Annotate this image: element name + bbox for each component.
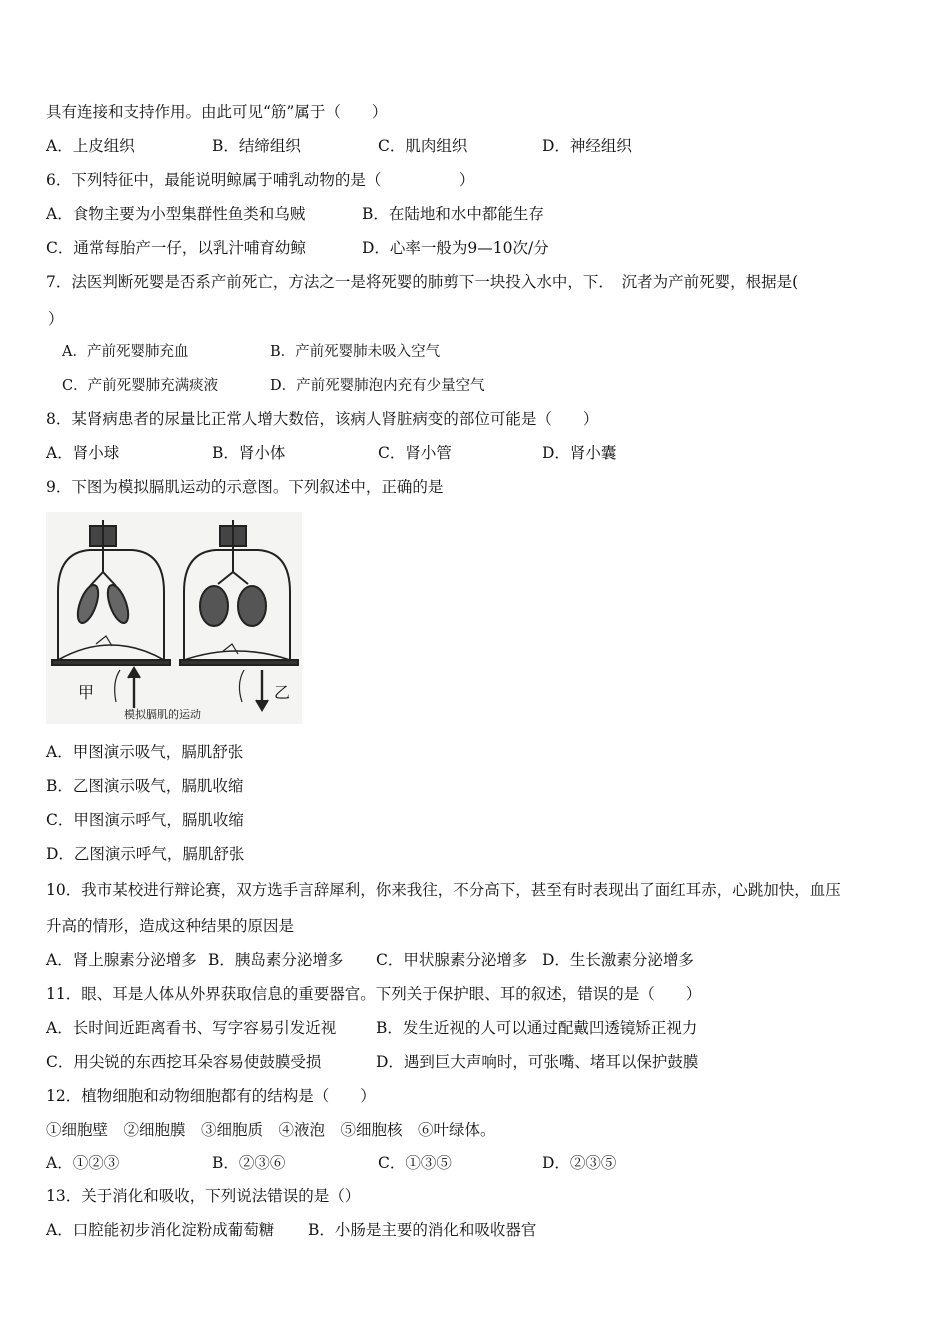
q6-stem: 6．下列特征中，最能说明鲸属于哺乳动物的是（ ）	[46, 171, 475, 189]
q9-stem: 9．下图为模拟膈肌运动的示意图。下列叙述中，正确的是	[46, 478, 444, 496]
q6-option-a: A．食物主要为小型集群性鱼类和乌贼	[46, 205, 306, 223]
figure-caption: 模拟膈肌的运动	[124, 708, 201, 721]
q10-option-b: B．胰岛素分泌增多	[208, 951, 344, 969]
q7-option-a: A．产前死婴肺充血	[62, 344, 189, 360]
q7-option-d: D．产前死婴肺泡内充有少量空气	[270, 378, 485, 394]
q9-option-a: A．甲图演示吸气，膈肌舒张	[46, 743, 244, 761]
q12-stem: 12．植物细胞和动物细胞都有的结构是（ ）	[46, 1087, 376, 1105]
q11-option-a: A．长时间近距离看书、写字容易引发近视	[46, 1019, 337, 1037]
q9-option-d: D．乙图演示呼气，膈肌舒张	[46, 845, 245, 863]
q9-option-b: B．乙图演示吸气，膈肌收缩	[46, 777, 244, 795]
q6-option-c: C．通常每胎产一仔，以乳汁哺育幼鲸	[46, 239, 306, 257]
q8-option-c: C．肾小管	[378, 444, 452, 462]
q7-option-c: C．产前死婴肺充满痰液	[62, 378, 219, 394]
q7-option-b: B．产前死婴肺未吸入空气	[270, 344, 441, 360]
diaphragm-model-figure	[46, 512, 302, 724]
jar-left	[52, 520, 170, 708]
q5-option-c: C．肌肉组织	[378, 137, 468, 155]
q13-stem: 13．关于消化和吸收，下列说法错误的是（）	[46, 1187, 361, 1205]
q6-option-b: B．在陆地和水中都能生存	[362, 205, 544, 223]
q10-stem-line2: 升高的情形，造成这种结果的原因是	[46, 917, 295, 935]
q5-option-b: B．结缔组织	[212, 137, 301, 155]
q5-option-a: A．上皮组织	[46, 137, 135, 155]
q12-option-d: D．②③⑤	[542, 1154, 617, 1172]
q11-option-b: B．发生近视的人可以通过配戴凹透镜矫正视力	[376, 1019, 698, 1037]
figure-label-yi: 乙	[274, 683, 291, 702]
q10-option-a: A．肾上腺素分泌增多	[46, 951, 197, 969]
q12-option-a: A．①②③	[46, 1154, 120, 1172]
q7-stem-close: ）	[48, 310, 64, 328]
q5-option-d: D．神经组织	[542, 137, 632, 155]
figure-label-jia: 甲	[78, 683, 95, 702]
q12-option-b: B．②③⑥	[212, 1154, 286, 1172]
q10-option-d: D．生长激素分泌增多	[542, 951, 694, 969]
q8-stem: 8．某肾病患者的尿量比正常人增大数倍，该病人肾脏病变的部位可能是（ ）	[46, 410, 599, 428]
q11-stem: 11．眼、耳是人体从外界获取信息的重要器官。下列关于保护眼、耳的叙述，错误的是（ ）	[46, 985, 702, 1003]
q7-stem: 7．法医判断死婴是否系产前死亡，方法之一是将死婴的肺剪下一块投入水中，下． 沉者为产前死婴，根据是(	[46, 273, 799, 291]
q10-option-c: C．甲状腺素分泌增多	[376, 951, 528, 969]
q8-option-d: D．肾小囊	[542, 444, 617, 462]
q8-option-a: A．肾小球	[46, 444, 120, 462]
q5-stem-tail: 具有连接和支持作用。由此可见“筋”属于（ ）	[46, 103, 388, 121]
q13-option-b: B．小肠是主要的消化和吸收器官	[308, 1221, 537, 1239]
q11-option-d: D．遇到巨大声响时，可张嘴、堵耳以保护鼓膜	[376, 1053, 699, 1071]
q12-option-c: C．①③⑤	[378, 1154, 452, 1172]
q10-stem-line1: 10．我市某校进行辩论赛，双方选手言辞犀利，你来我往，不分高下，甚至有时表现出了面红耳赤，心跳加快，血压	[46, 881, 841, 899]
q6-option-d: D．心率一般为9—10次/分	[362, 239, 549, 257]
q13-option-a: A．口腔能初步消化淀粉成葡萄糖	[46, 1221, 275, 1239]
q9-option-c: C．甲图演示呼气，膈肌收缩	[46, 811, 244, 829]
q11-option-c: C．用尖锐的东西挖耳朵容易使鼓膜受损	[46, 1053, 322, 1071]
q12-structure-list: ①细胞壁 ②细胞膜 ③细胞质 ④液泡 ⑤细胞核 ⑥叶绿体。	[46, 1121, 496, 1139]
q8-option-b: B．肾小体	[212, 444, 286, 462]
